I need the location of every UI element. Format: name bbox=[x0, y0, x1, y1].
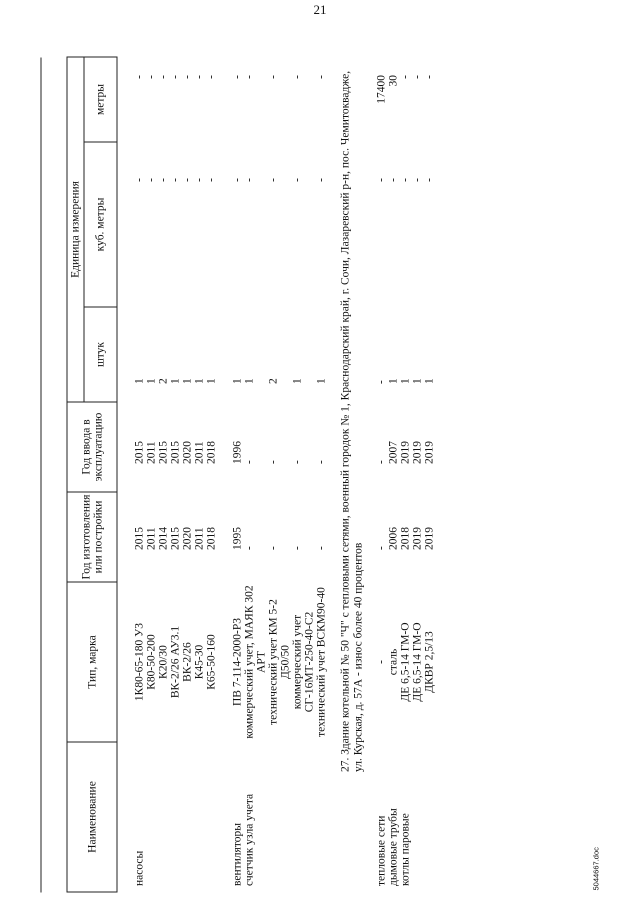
year-made-cell: 2015 bbox=[133, 526, 146, 550]
year-made-cell: 2020 bbox=[181, 526, 194, 550]
gap-row bbox=[218, 56, 232, 891]
cubic-meters-cell: - bbox=[267, 177, 280, 182]
pieces-cell: 1 bbox=[169, 377, 182, 384]
year-commissioned-cell: 2015 bbox=[157, 440, 170, 464]
table-row bbox=[244, 56, 268, 891]
meters-cell: - bbox=[133, 74, 146, 79]
year-commissioned-cell: 2019 bbox=[399, 440, 412, 464]
table-row bbox=[316, 56, 328, 891]
section-body bbox=[328, 56, 436, 891]
meters-cell: - bbox=[181, 74, 194, 79]
section-title: 27. Здание котельной № 50 "Ч" с тепловыми сетями, военный городок № 1, Краснодарский край, г. Сочи, Лазаревский р-н, пос. Чемитоквадже, ул. Курская, д. 57А - износ более 40 процентов bbox=[339, 70, 365, 772]
name-cell bbox=[206, 742, 218, 892]
pieces-cell: 1 bbox=[181, 377, 194, 384]
year-commissioned-cell: 2007 bbox=[387, 440, 400, 464]
pieces-cell: 1 bbox=[291, 377, 304, 384]
table-row bbox=[376, 56, 388, 891]
pieces-cell: 1 bbox=[133, 377, 146, 384]
name-cell bbox=[292, 742, 316, 892]
pieces-cell: 1 bbox=[399, 377, 412, 384]
cubic-meters-cell: - bbox=[157, 177, 170, 182]
name-cell: дымовые трубы bbox=[387, 807, 400, 886]
year-made-cell: 2019 bbox=[411, 526, 424, 550]
pieces-cell: 2 bbox=[267, 377, 280, 384]
table-row bbox=[424, 56, 436, 891]
meters-cell: - bbox=[243, 74, 256, 79]
table-row bbox=[232, 56, 244, 891]
type-cell: технический учет ВСКМ90-40 bbox=[315, 586, 328, 737]
year-made-cell: - bbox=[375, 545, 388, 550]
header-pieces: штук bbox=[84, 307, 117, 402]
spacer-row bbox=[117, 56, 134, 891]
year-made-cell: 2014 bbox=[157, 526, 170, 550]
pieces-cell: 1 bbox=[205, 377, 218, 384]
cubic-meters-cell: - bbox=[193, 177, 206, 182]
table-row bbox=[412, 56, 424, 891]
table-row bbox=[206, 56, 218, 891]
year-commissioned-cell: 2015 bbox=[133, 440, 146, 464]
year-commissioned-cell: 2015 bbox=[169, 440, 182, 464]
pieces-cell: 2 bbox=[157, 377, 170, 384]
meters-cell: - bbox=[267, 74, 280, 79]
meters-cell: - bbox=[231, 74, 244, 79]
type-cell: коммерческий учет СГ-16МТ-250-40-С2 bbox=[291, 611, 316, 712]
pieces-cell: 1 bbox=[423, 377, 436, 384]
year-made-cell: 2019 bbox=[423, 526, 436, 550]
cubic-meters-cell: - bbox=[423, 177, 436, 182]
table-row bbox=[194, 56, 206, 891]
type-cell: ВК-2/26 АУ3.1 bbox=[169, 625, 182, 698]
cubic-meters-cell: - bbox=[169, 177, 182, 182]
pieces-cell: 1 bbox=[243, 377, 256, 384]
cubic-meters-cell: - bbox=[243, 177, 256, 182]
rotated-sheet bbox=[35, 42, 610, 892]
page-number: 21 bbox=[313, 2, 327, 17]
year-commissioned-cell: 2018 bbox=[205, 440, 218, 464]
name-cell bbox=[158, 742, 170, 892]
year-commissioned-cell: 2011 bbox=[145, 440, 158, 464]
type-cell: К45-30 bbox=[193, 644, 206, 679]
cubic-meters-cell: - bbox=[375, 177, 388, 182]
header-type: Тип, марка bbox=[67, 582, 117, 742]
cubic-meters-cell: - bbox=[133, 177, 146, 182]
year-made-cell: 1995 bbox=[231, 526, 244, 550]
name-cell bbox=[268, 742, 292, 892]
year-commissioned-cell: 2020 bbox=[181, 440, 194, 464]
section-title-row bbox=[328, 56, 376, 891]
table-body bbox=[117, 56, 328, 891]
type-cell: коммерческий учет, МАЯК 302 АРТ bbox=[243, 584, 268, 739]
type-cell: ДЕ 6,5-14 ГМ-О bbox=[411, 621, 424, 702]
table-row bbox=[158, 56, 170, 891]
meters-cell: - bbox=[193, 74, 206, 79]
year-commissioned-cell: - bbox=[291, 459, 304, 464]
header-year-commissioned: Год ввода в эксплуатацию bbox=[67, 402, 117, 492]
meters-cell: - bbox=[169, 74, 182, 79]
meters-cell: - bbox=[145, 74, 158, 79]
pieces-cell: 1 bbox=[193, 377, 206, 384]
meters-cell: - bbox=[315, 74, 328, 79]
pieces-cell: 1 bbox=[231, 377, 244, 384]
cubic-meters-cell: - bbox=[291, 177, 304, 182]
margin-rule bbox=[41, 57, 42, 892]
name-cell bbox=[412, 742, 424, 892]
name-cell: насосы bbox=[133, 850, 146, 886]
name-cell bbox=[194, 742, 206, 892]
year-made-cell: 2011 bbox=[145, 526, 158, 550]
year-made-cell: 2011 bbox=[193, 526, 206, 550]
year-commissioned-cell: - bbox=[315, 459, 328, 464]
meters-cell: 17400 bbox=[375, 74, 388, 104]
table-row bbox=[388, 56, 400, 891]
table-row bbox=[170, 56, 182, 891]
year-commissioned-cell: 2019 bbox=[423, 440, 436, 464]
cubic-meters-cell: - bbox=[181, 177, 194, 182]
header-name: Наименование bbox=[67, 742, 117, 892]
meters-cell: - bbox=[157, 74, 170, 79]
document-id: 5044667.doc bbox=[591, 846, 601, 890]
year-commissioned-cell: 1996 bbox=[231, 440, 244, 464]
meters-cell: - bbox=[399, 74, 412, 79]
type-cell: технический учет КМ 5-2 Д50/50 bbox=[267, 598, 292, 725]
type-cell: К20/30 bbox=[157, 644, 170, 679]
year-made-cell: 2006 bbox=[387, 526, 400, 550]
header-year-made: Год изготовления или постройки bbox=[67, 492, 117, 582]
header-cubic-meters: куб. метры bbox=[84, 142, 117, 307]
year-made-cell: - bbox=[315, 545, 328, 550]
year-made-cell: - bbox=[267, 545, 280, 550]
name-cell bbox=[316, 742, 328, 892]
year-made-cell: 2015 bbox=[169, 526, 182, 550]
name-cell: тепловые сети bbox=[375, 815, 388, 886]
table-header bbox=[67, 56, 117, 891]
cubic-meters-cell: - bbox=[411, 177, 424, 182]
year-commissioned-cell: - bbox=[375, 459, 388, 464]
cubic-meters-cell: - bbox=[231, 177, 244, 182]
name-cell bbox=[182, 742, 194, 892]
name-cell bbox=[146, 742, 158, 892]
cubic-meters-cell: - bbox=[145, 177, 158, 182]
table-row bbox=[134, 56, 146, 891]
pieces-cell: 1 bbox=[411, 377, 424, 384]
pieces-cell: 1 bbox=[145, 377, 158, 384]
pieces-cell: 1 bbox=[315, 377, 328, 384]
name-cell: счетчик узла учета bbox=[243, 793, 256, 886]
equipment-table bbox=[67, 56, 436, 892]
year-made-cell: 2018 bbox=[205, 526, 218, 550]
type-cell: ДЕ 6,5-14 ГМ-О bbox=[399, 621, 412, 702]
meters-cell: - bbox=[423, 74, 436, 79]
type-cell: ДКВР 2,5/13 bbox=[423, 630, 436, 693]
name-cell: котлы паровые bbox=[399, 812, 412, 886]
table-row bbox=[146, 56, 158, 891]
table-row bbox=[400, 56, 412, 891]
cubic-meters-cell: - bbox=[399, 177, 412, 182]
name-cell: вентиляторы bbox=[231, 822, 244, 886]
meters-cell: - bbox=[205, 74, 218, 79]
meters-cell: - bbox=[411, 74, 424, 79]
header-units-group: Единица измерения bbox=[67, 56, 84, 401]
cubic-meters-cell: - bbox=[205, 177, 218, 182]
table-row bbox=[182, 56, 194, 891]
type-cell: сталь bbox=[387, 648, 400, 675]
year-commissioned-cell: - bbox=[243, 459, 256, 464]
table-row bbox=[292, 56, 316, 891]
type-cell: 1К80-65-180 У3 bbox=[133, 622, 146, 701]
name-cell bbox=[424, 742, 436, 892]
type-cell: ВК-2/26 bbox=[181, 641, 194, 682]
cubic-meters-cell: - bbox=[315, 177, 328, 182]
year-made-cell: - bbox=[243, 545, 256, 550]
year-made-cell: 2018 bbox=[399, 526, 412, 550]
name-cell bbox=[170, 742, 182, 892]
meters-cell: - bbox=[291, 74, 304, 79]
cubic-meters-cell: - bbox=[387, 177, 400, 182]
year-commissioned-cell: 2019 bbox=[411, 440, 424, 464]
year-made-cell: - bbox=[291, 545, 304, 550]
year-commissioned-cell: - bbox=[267, 459, 280, 464]
type-cell: ПВ 7-114-2000-Р3 bbox=[231, 617, 244, 706]
meters-cell: 30 bbox=[387, 74, 400, 86]
type-cell: - bbox=[375, 659, 388, 664]
pieces-cell: 1 bbox=[387, 377, 400, 384]
header-meters: метры bbox=[84, 56, 117, 141]
pieces-cell: - bbox=[375, 379, 388, 384]
type-cell: К65-50-160 bbox=[205, 633, 218, 690]
type-cell: К80-50-200 bbox=[145, 633, 158, 690]
table-row bbox=[268, 56, 292, 891]
year-commissioned-cell: 2011 bbox=[193, 440, 206, 464]
